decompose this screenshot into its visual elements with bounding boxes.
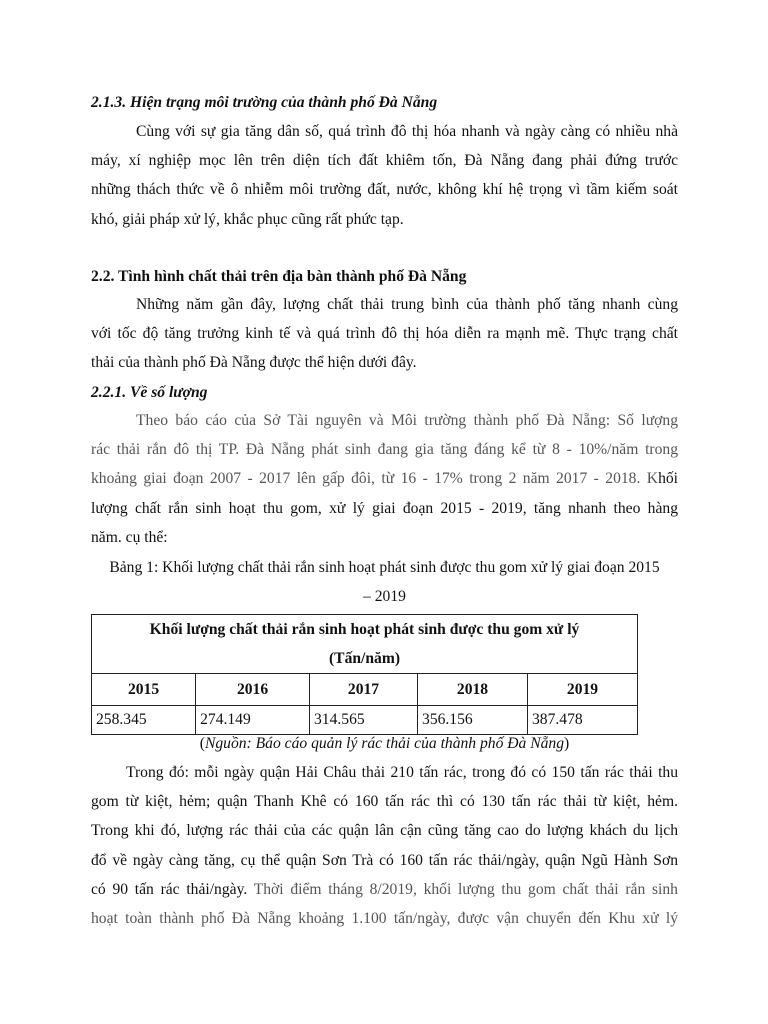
year-cell: 2015 xyxy=(92,674,196,706)
source-paren: ) xyxy=(564,735,570,752)
year-cell: 2017 xyxy=(310,674,418,706)
text-line: Những năm gần đây, lượng chất thải trung bình của thành phố tăng nhanh cùng xyxy=(136,296,678,313)
value-cell: 387.478 xyxy=(528,706,638,735)
text-line: Trong đó: mỗi ngày quận Hải Châu thải 210 tấn rác, trong đó có 150 tấn rác thải thu xyxy=(126,764,678,781)
paragraph-environment xyxy=(91,117,678,234)
source-text: Nguồn: Báo cáo quản lý rác thải của thành phố Đà Nẵng xyxy=(204,735,565,752)
text-line: lượng chất rắn sinh hoạt thu gom, xử lý giai đoạn 2015 - 2019, tăng nhanh theo hàng xyxy=(91,499,678,517)
value-cell: 314.565 xyxy=(310,706,418,735)
value-cell: 356.156 xyxy=(418,706,528,735)
year-cell: 2019 xyxy=(528,674,638,706)
value-cell: 274.149 xyxy=(196,706,310,735)
text-fragment: hối xyxy=(658,470,678,488)
caption-line: Bảng 1: Khối lượng chất thải rắn sinh hoạt phát sinh được thu gom xử lý giai đoạn 2015 xyxy=(109,559,660,576)
table-title-row xyxy=(92,615,638,674)
source-paren: ( xyxy=(199,735,205,752)
text-fragment: khoảng giai đoạn 2007 - 2017 lên gấp đôi, từ 16 - 17% trong 2 năm 2017 - 2018. K xyxy=(91,470,659,488)
text-line: đổ về ngày càng tăng, cụ thể quận Sơn Trà có 160 tấn rác thải/ngày, quận Ngũ Hành Sơn xyxy=(91,851,678,869)
text-fragment: Thời điểm tháng 8/2019, khối lượng thu gom chất thải rắn sinh xyxy=(253,880,678,898)
text-line: với tốc độ tăng trưởng kinh tế và quá trình đô thị hóa diễn ra mạnh mẽ. Thực trạng chất xyxy=(91,325,678,343)
text-line: năm. cụ thể: xyxy=(91,528,168,546)
heading-2-2: 2.2. Tình hình chất thải trên địa bàn thành phố Đà Nẵng xyxy=(91,268,467,285)
text-line: thải của thành phố Đà Nẵng được thể hiện dưới đây. xyxy=(91,354,417,372)
text-line: gom từ kiệt, hẻm; quận Thanh Khê có 160 tấn rác thì có 130 tấn rác thải từ kiệt, hẻm. xyxy=(91,793,678,811)
year-cell: 2016 xyxy=(196,674,310,706)
text-line xyxy=(91,464,678,493)
text-line xyxy=(91,875,678,904)
table-header-row xyxy=(92,674,638,706)
table-caption xyxy=(91,553,678,611)
text-line: Cùng với sự gia tăng dân số, quá trình đô thị hóa nhanh và ngày càng có nhiều nhà xyxy=(136,123,678,140)
year-cell: 2018 xyxy=(418,674,528,706)
waste-volume-table xyxy=(91,614,638,735)
table-title xyxy=(92,615,638,674)
paragraph-quantity xyxy=(91,406,678,552)
text-line: rác thải rắn đô thị TP. Đà Nẵng phát sinh đang gia tăng đáng kể từ 8 - 10%/năm trong xyxy=(91,441,678,459)
text-line: khó, giải pháp xử lý, khắc phục cũng rất phức tạp. xyxy=(91,210,404,228)
paragraph-waste-overview xyxy=(91,290,678,378)
text-line: Trong khi đó, lượng rác thải của các quận lân cận cũng tăng cao do lượng khách du lịch xyxy=(91,822,678,840)
text-line: hoạt toàn thành phố Đà Nẵng khoảng 1.100 tấn/ngày, được vận chuyển đến Khu xử lý xyxy=(91,909,678,927)
value-cell: 258.345 xyxy=(92,706,196,735)
caption-line: – 2019 xyxy=(363,588,406,605)
paragraph-district-detail xyxy=(91,758,678,933)
heading-2-1-3: 2.1.3. Hiện trạng môi trường của thành phố Đà Nẵng xyxy=(91,94,438,111)
table-source xyxy=(91,735,678,753)
text-line: Theo báo cáo của Sở Tài nguyên và Môi trường thành phố Đà Nẵng: Số lượng xyxy=(136,412,678,429)
table-unit: (Tấn/năm) xyxy=(328,650,401,667)
heading-2-2-1: 2.2.1. Về số lượng xyxy=(91,384,208,401)
text-line: máy, xí nghiệp mọc lên trên diện tích đất khiêm tốn, Đà Nẵng đang phải đứng trước xyxy=(91,152,678,170)
text-fragment: có 90 tấn rác thải/ngày. xyxy=(91,880,254,898)
text-line: những thách thức về ô nhiễm môi trường đất, nước, không khí hệ trọng vì tầm kiếm soát xyxy=(91,181,678,199)
table-title-line: Khối lượng chất thải rắn sinh hoạt phát sinh được thu gom xử lý xyxy=(149,621,580,638)
table-row xyxy=(92,706,638,735)
